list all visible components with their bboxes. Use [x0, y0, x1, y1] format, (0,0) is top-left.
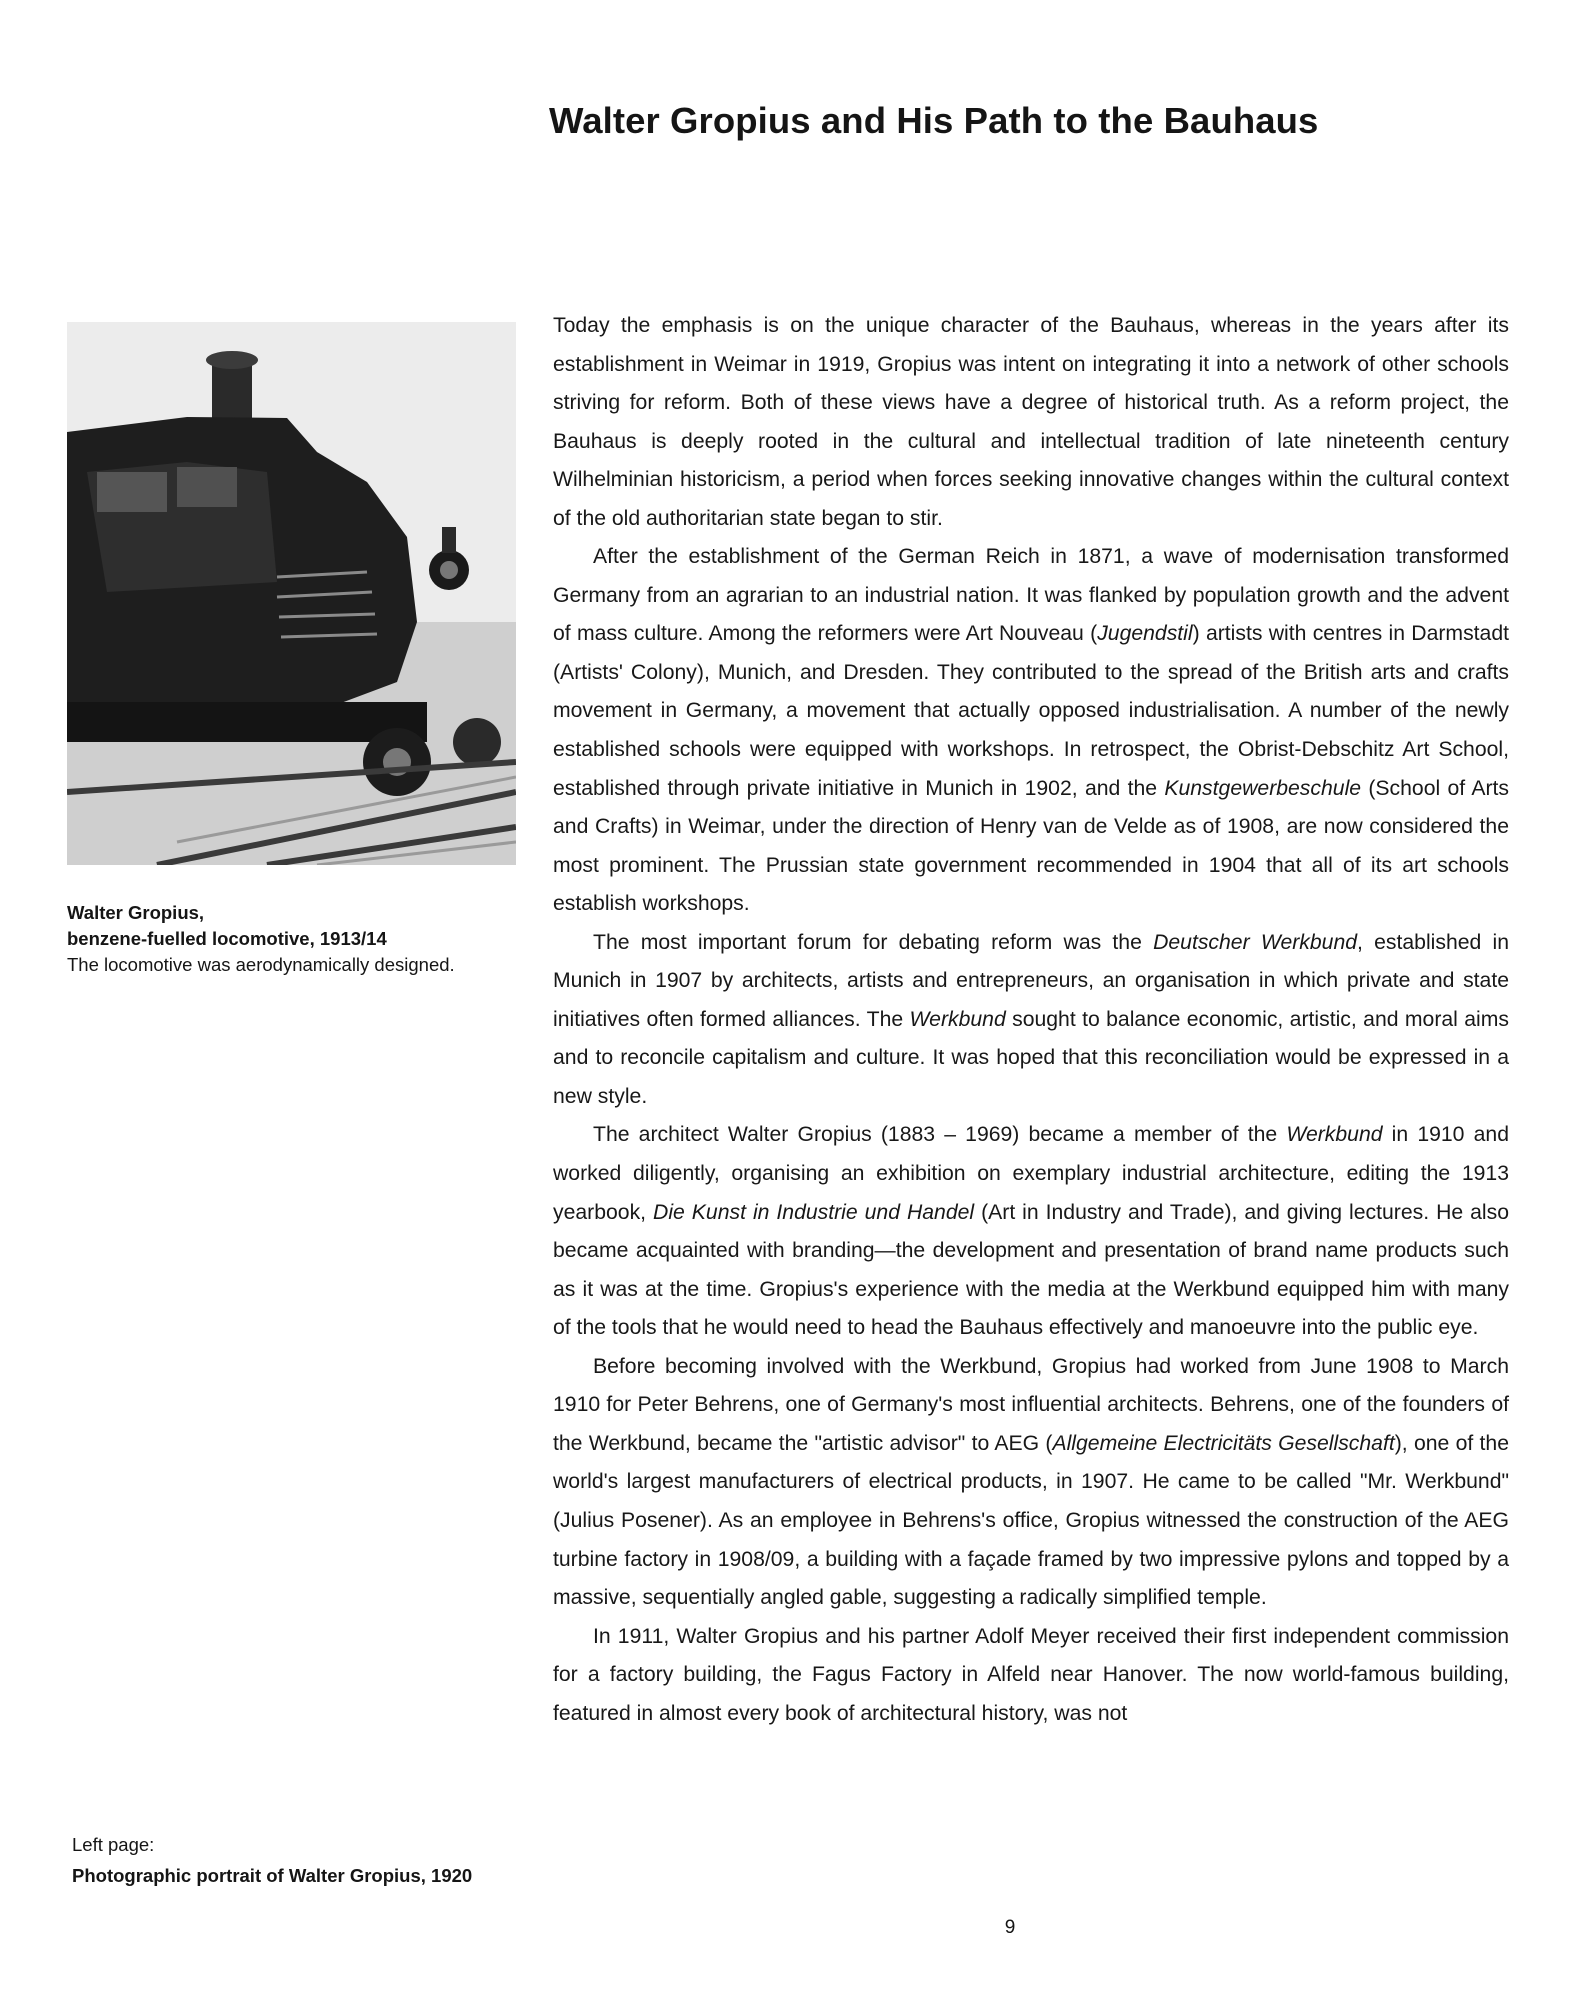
- paragraph-text: After the establishment of the German Reich in 1871, a wave of modernisation transformed Germany from an agrarian to an industrial nation. It was flanked by population growth and the advent of mass culture. Among the reformers were Art Nouveau (: [553, 545, 1509, 646]
- italic-term: Werkbund: [1286, 1123, 1383, 1147]
- left-page-note: [72, 1829, 472, 1891]
- paragraph-6: [553, 1618, 1509, 1734]
- caption-subtitle: benzene-fuelled locomotive, 1913/14: [67, 928, 387, 949]
- italic-term: Allgemeine Electricitäts Gesellschaft: [1052, 1431, 1395, 1455]
- caption-title: Walter Gropius,: [67, 902, 205, 923]
- paragraph-text: in 1910 and worked diligently, organising an exhibition on exemplary industrial architecture, editing the 1913 yearbook,: [553, 1123, 1509, 1224]
- paragraph-text: , established in Munich in 1907 by architects, artists and entrepreneurs, an organisation in which private and state initiatives often formed alliances. The: [553, 930, 1509, 1031]
- paragraph-text: Before becoming involved with the Werkbund, Gropius had worked from June 1908 to March 1910 for Peter Behrens, one of Germany's most influential architects. Behrens, one of the founders of the Werkbund, became the "artistic advisor" to AEG (: [553, 1354, 1509, 1455]
- paragraph-1: [553, 307, 1509, 538]
- locomotive-photo: [67, 322, 516, 865]
- page-title: Walter Gropius and His Path to the Bauhaus: [549, 100, 1319, 141]
- left-note-label: Left page:: [72, 1834, 155, 1855]
- article-body: [553, 307, 1509, 1733]
- paragraph-2: [553, 538, 1509, 923]
- caption-description: The locomotive was aerodynamically designed.: [67, 954, 455, 975]
- italic-term: Deutscher Werkbund: [1153, 930, 1358, 954]
- paragraph-text: ), one of the world's largest manufacturers of electrical products, in 1907. He came to be called "Mr. Werkbund" (Julius Posener). As an employee in Behrens's office, Gropius witnessed the construction of the AEG turbine factory in 1908/09, a building with a façade framed by two impressive pylons and topped by a massive, sequentially angled gable, suggesting a radically simplified temple.: [553, 1431, 1509, 1610]
- figure-caption: [67, 900, 455, 978]
- page-number: 9: [1004, 1917, 1016, 1938]
- paragraph-text: sought to balance economic, artistic, and moral aims and to reconcile capitalism and culture. It was hoped that this reconciliation would be expressed in a new style.: [553, 1007, 1509, 1108]
- paragraph-3: [553, 924, 1509, 1117]
- paragraph-text: The architect Walter Gropius (1883 – 1969) became a member of the: [593, 1123, 1287, 1147]
- paragraph-text: ) artists with centres in Darmstadt (Artists' Colony), Munich, and Dresden. They contributed to the spread of the British arts and crafts movement in Germany, a movement that actually opposed industrialisation. A number of the newly established schools were equipped with workshops. In retrospect, the Obrist-Debschitz Art School, established through private initiative in Munich in 1902, and the: [553, 622, 1509, 800]
- italic-term: Werkbund: [909, 1007, 1006, 1031]
- italic-term: Die Kunst in Industrie und Handel: [653, 1200, 975, 1224]
- paragraph-text: In 1911, Walter Gropius and his partner Adolf Meyer received their first independent commission for a factory building, the Fagus Factory in Alfeld near Hanover. The now world-famous building, featured in almost every book of architectural history, was not: [553, 1624, 1509, 1725]
- paragraph-text: (Art in Industry and Trade), and giving lectures. He also became acquainted with branding—the development and presentation of brand name products such as it was at the time. Gropius's experience with the media at the Werkbund equipped him with many of the tools that he would need to head the Bauhaus effectively and manoeuvre into the public eye.: [553, 1200, 1510, 1340]
- paragraph-text: The most important forum for debating reform was the: [593, 930, 1154, 954]
- paragraph-4: [553, 1116, 1509, 1347]
- left-note-text: Photographic portrait of Walter Gropius, 1920: [72, 1865, 473, 1886]
- italic-term: Jugendstil: [1097, 622, 1193, 646]
- paragraph-5: [553, 1348, 1509, 1618]
- paragraph-text: (School of Arts and Crafts) in Weimar, under the direction of Henry van de Velde as of 1908, are now considered the most prominent. The Prussian state government recommended in 1904 that all of its art schools establish workshops.: [553, 776, 1509, 916]
- italic-term: Kunstgewerbeschule: [1164, 776, 1362, 800]
- paragraph-text: Today the emphasis is on the unique character of the Bauhaus, whereas in the years after its establishment in Weimar in 1919, Gropius was intent on integrating it into a network of other schools striving for reform. Both of these views have a degree of historical truth. As a reform project, the Bauhaus is deeply rooted in the cultural and intellectual tradition of late nineteenth century Wilhelminian historicism, a period when forces seeking innovative changes within the cultural context of the old authoritarian state began to stir.: [553, 314, 1509, 530]
- locomotive-illustration: [67, 322, 516, 865]
